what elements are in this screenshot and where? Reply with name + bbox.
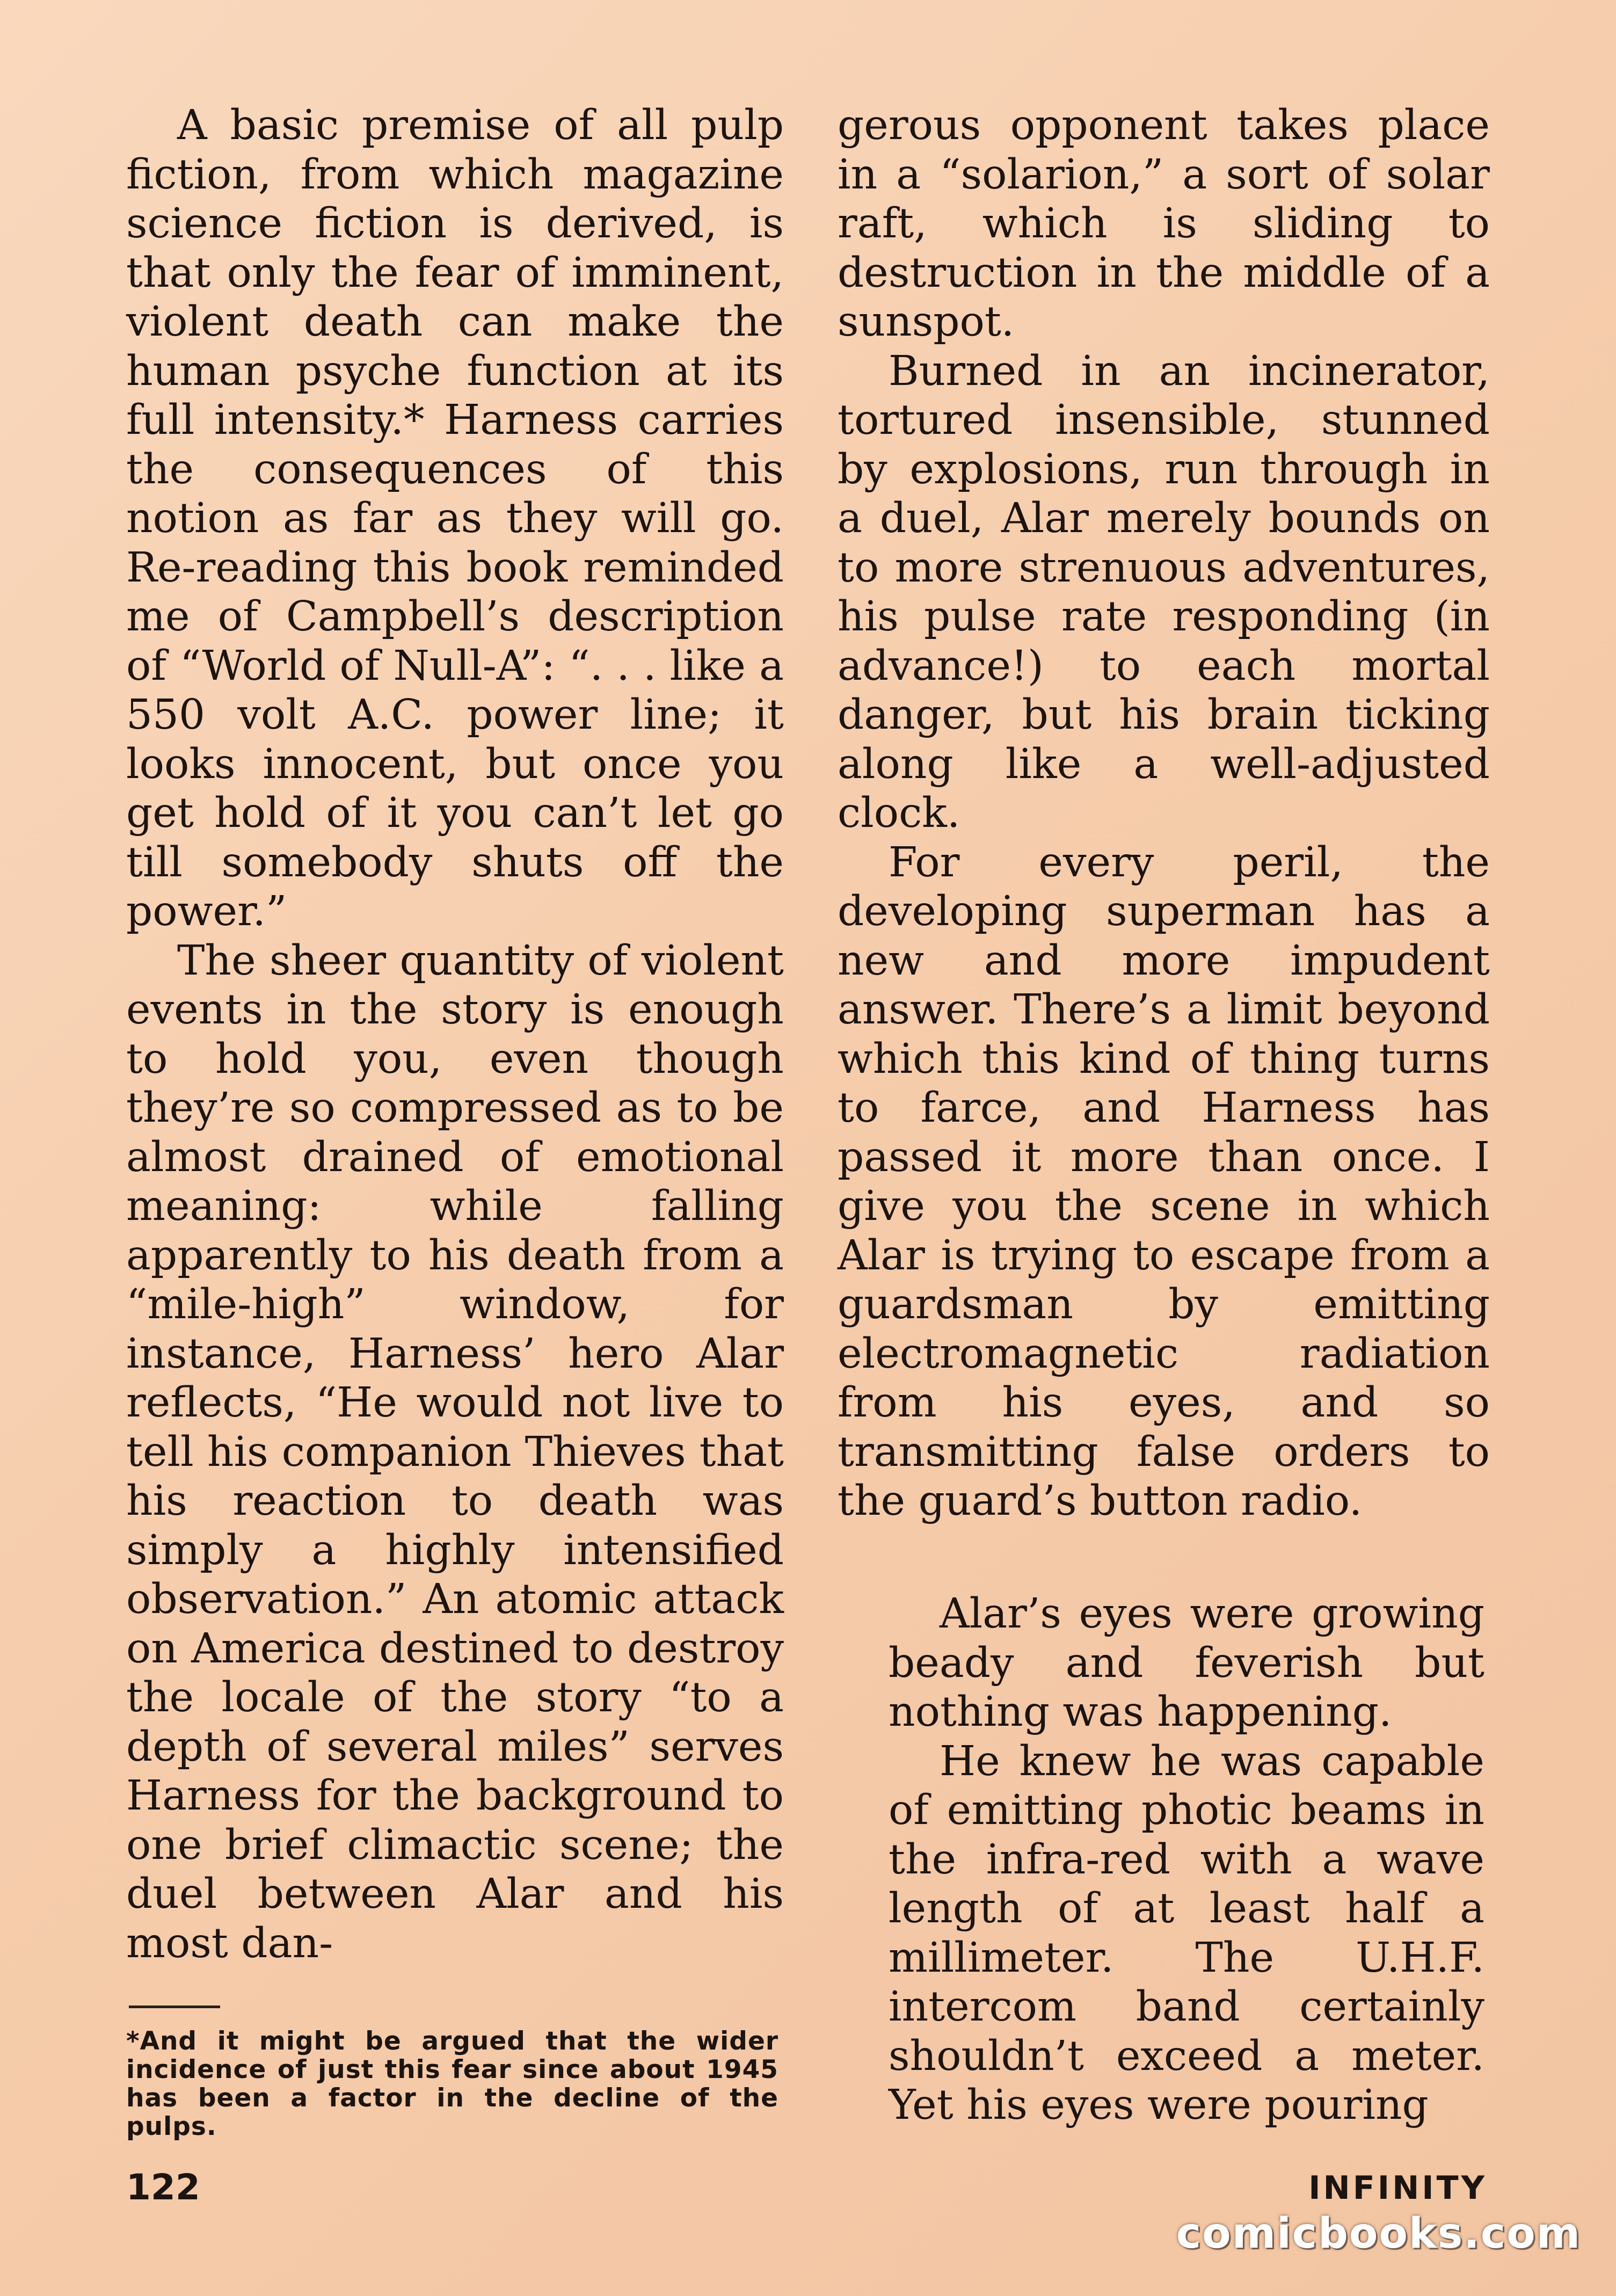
quotation-paragraph: He knew he was capable of emitting photic beams in the infra-red with a wave length of at least half a millimeter. The U.H.F. intercom band certainly shouldn’t exceed a meter. Yet his eyes were pouring	[889, 1737, 1484, 2129]
footnote: *And it might be argued that the wider incidence of just this fear since about 1945 has been a factor in the decline of the pulps.	[126, 2026, 778, 2141]
right-column	[838, 101, 1490, 1526]
paragraph: For every peril, the developing superman has a new and more impudent answer. There’s a limit beyond which this kind of thing turns to farce, and Harness has passed it more than once. I give you the scene in which Alar is trying to escape from a guardsman by emitting electromagnetic radiation from his eyes, and so transmitting false orders to the guard’s button radio.	[838, 838, 1490, 1525]
paragraph: A basic premise of all pulp fiction, from which magazine science fiction is derived, is that only the fear of imminent, violent death can make the human psyche function at its full intensity.* Harness carries the consequences of this notion as far as they will go. Re-reading this book reminded me of Campbell’s description of “World of Null-A”: “. . . like a 550 volt A.C. power line; it looks innocent, but once you get hold of it you can’t let go till somebody shuts off the power.”	[126, 101, 784, 935]
quotation-paragraph: Alar’s eyes were growing beady and feverish but nothing was happening.	[889, 1590, 1484, 1736]
paragraph: The sheer quantity of violent events in the story is enough to hold you, even though they’re so compressed as to be almost drained of emotional meaning: while falling apparently to his death from a “mile-high” window, for instance, Harness’ hero Alar reflects, “He would not live to tell his companion Thieves that his reaction to death was simply a highly intensified observation.” An atomic attack on America destined to destroy the locale of the story “to a depth of several miles” serves Harness for the background to one brief climactic scene; the duel between Alar and his most dan-	[126, 936, 784, 1967]
left-column	[126, 101, 784, 1968]
paragraph: Burned in an incinerator, tortured insensible, stunned by explosions, run through in a duel, Alar merely bounds on to more strenuous adventures, his pulse rate responding (in advance!) to each mortal danger, but his brain ticking along like a well-adjusted clock.	[838, 347, 1490, 837]
paragraph-continuation: gerous opponent takes place in a “solarion,” a sort of solar raft, which is sliding to destruction in the middle of a sunspot.	[838, 101, 1490, 346]
block-quotation	[889, 1589, 1484, 2130]
magazine-title: INFINITY	[1308, 2169, 1487, 2207]
page-number: 122	[126, 2167, 200, 2208]
footnote-rule	[129, 2006, 220, 2008]
watermark: comicbooks.com	[1176, 2210, 1581, 2258]
